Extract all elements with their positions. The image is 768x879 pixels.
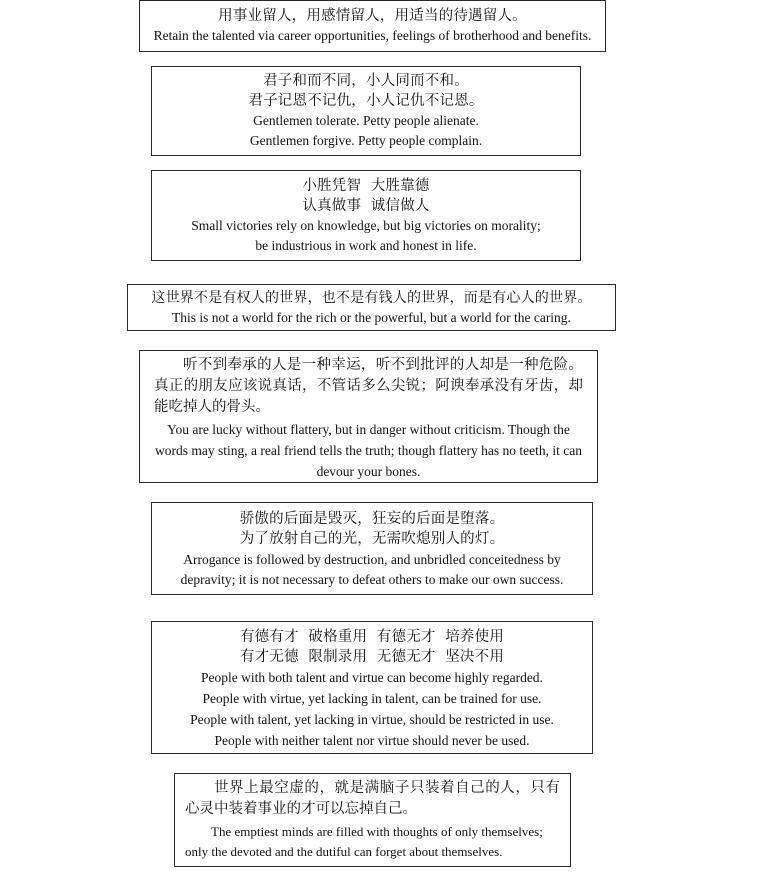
quote-3-english-line-2: be industrious in work and honest in life. — [255, 238, 477, 253]
quote-7-english-line-3: People with talent, yet lacking in virtue, should be restricted in use. — [190, 712, 554, 727]
quote-6-chinese-line-2: 为了放射自己的光，无需吹熄别人的灯。 — [239, 531, 505, 547]
quote-2-chinese-line-1: 君子和而不同，小人同而不和。 — [263, 73, 469, 89]
quote-7-english-line-4: People with neither talent nor virtue should never be used. — [214, 733, 530, 748]
quote-8-chinese-paragraph: 世界上最空虚的，就是满脑子只装着自己的人，只有心灵中装着事业的才可以忘掉自己。 — [185, 780, 560, 817]
quote-5-english-paragraph: You are lucky without flattery, but in danger without criticism. Though the words may sting, a real friend tells the truth; though flattery has no teeth, it can devour your bones. — [154, 422, 582, 479]
quote-box-5 — [139, 350, 598, 483]
quote-2-chinese-line-2: 君子记恩不记仇，小人记仇不记恩。 — [248, 93, 484, 109]
quote-2-english-line-1: Gentlemen tolerate. Petty people alienate. — [253, 113, 479, 128]
quote-4-english-line-1: This is not a world for the rich or the powerful, but a world for the caring. — [172, 310, 571, 325]
quote-box-2 — [151, 66, 581, 156]
quote-7-chinese-line-2: 有才无德 限制录用 无德无才 坚决不用 — [239, 649, 505, 665]
quote-box-7 — [151, 621, 593, 754]
quote-7-english-line-1: People with both talent and virtue can become highly regarded. — [201, 670, 543, 685]
quote-1-chinese-line-1: 用事业留人，用感情留人，用适当的待遇留人。 — [218, 8, 527, 24]
quote-box-6 — [151, 502, 593, 595]
quote-box-8 — [174, 773, 571, 867]
quote-3-chinese-line-1: 小胜凭智 大胜靠德 — [302, 178, 430, 194]
quote-8-english-line-2: only the devoted and the dutiful can forget about themselves. — [185, 844, 503, 859]
quote-box-4 — [127, 284, 616, 331]
quote-5-chinese-paragraph: 听不到奉承的人是一种幸运，听不到批评的人却是一种危险。真正的朋友应该说真话，不管话多么尖锐；阿谀奉承没有牙齿，却能吃掉人的骨头。 — [154, 357, 583, 415]
quote-6-english-line-1: Arrogance is followed by destruction, and unbridled conceitedness by — [183, 552, 561, 567]
quote-7-chinese-line-1: 有德有才 破格重用 有德无才 培养使用 — [239, 629, 505, 645]
quote-3-chinese-line-2: 认真做事 诚信做人 — [302, 198, 430, 214]
quote-6-english-line-2: depravity; it is not necessary to defeat others to make our own success. — [180, 572, 564, 587]
quote-3-english-line-1: Small victories rely on knowledge, but big victories on morality; — [191, 218, 541, 233]
quote-box-3 — [151, 170, 581, 261]
quote-1-english-line-1: Retain the talented via career opportunities, feelings of brotherhood and benefits. — [153, 28, 592, 43]
quote-6-chinese-line-1: 骄傲的后面是毁灭，狂妄的后面是堕落。 — [239, 511, 505, 527]
quote-8-english-line-1: The emptiest minds are filled with thoughts of only themselves; — [211, 824, 543, 839]
quote-box-1 — [139, 0, 606, 52]
quote-7-english-line-2: People with virtue, yet lacking in talent, can be trained for use. — [202, 691, 542, 706]
quote-2-english-line-2: Gentlemen forgive. Petty people complain. — [249, 133, 483, 148]
quote-4-chinese-line-1: 这世界不是有权人的世界，也不是有钱人的世界，而是有心人的世界。 — [151, 290, 592, 306]
